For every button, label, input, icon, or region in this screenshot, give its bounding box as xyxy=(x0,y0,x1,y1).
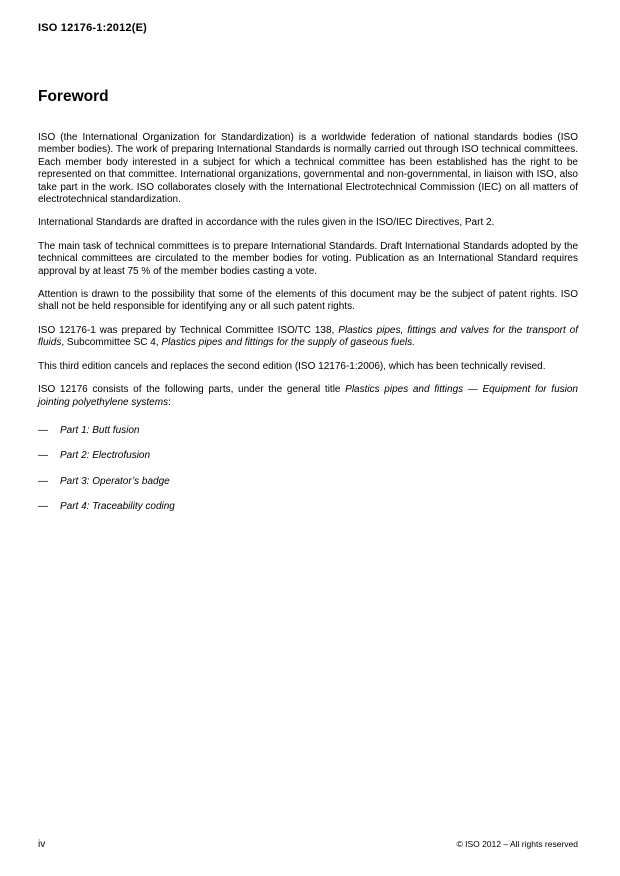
paragraph: This third edition cancels and replaces the second edition (ISO 12176-1:2006), which has been technically revised. xyxy=(38,360,546,372)
list-item-text: Part 4: Traceability coding xyxy=(60,501,175,513)
page-number: iv xyxy=(38,839,46,850)
list-item xyxy=(38,450,578,462)
paragraph: International Standards are drafted in accordance with the rules given in the ISO/IEC Directives, Part 2. xyxy=(38,217,495,229)
list-item xyxy=(38,476,578,488)
copyright-notice: © ISO 2012 – All rights reserved xyxy=(456,839,578,849)
document-reference: ISO 12176-1:2012(E) xyxy=(38,22,147,34)
parts-list xyxy=(38,425,578,514)
body-text xyxy=(38,132,578,514)
page-footer xyxy=(38,839,578,850)
list-item xyxy=(38,425,578,437)
paragraph: ISO 12176 consists of the following parts, under the general title Plastics pipes and fittings — Equipment for fusion jointing polyethylene systems: xyxy=(38,384,578,408)
list-dash: — xyxy=(38,450,48,462)
list-dash: — xyxy=(38,475,48,487)
paragraph: The main task of technical committees is to prepare International Standards. Draft International Standards adopted by the technical committees are circulated to the member bodies for voting. Publication as an International Standard requires approval by at least 75 % of the member bodies casting a vote. xyxy=(38,240,578,277)
page-title: Foreword xyxy=(38,88,109,105)
paragraph: Attention is drawn to the possibility that some of the elements of this document may be the subject of patent rights. ISO shall not be held responsible for identifying any or all such patent rights. xyxy=(38,289,578,313)
paragraph: ISO 12176-1 was prepared by Technical Committee ISO/TC 138, Plastics pipes, fittings and valves for the transport of fluids, Subcommittee SC 4, Plastics pipes and fittings for the supply of gaseous fuels. xyxy=(38,324,578,349)
paragraph: ISO (the International Organization for Standardization) is a worldwide federation of national standards bodies (ISO member bodies). The work of preparing International Standards is normally carried out through ISO technical committees. Each member body interested in a subject for which a technical committee has been established has the right to be represented on that committee. International organizations, governmental and non-governmental, in liaison with ISO, also take part in the work. ISO collaborates closely with the International Electrotechnical Commission (IEC) on all matters of electrotechnical standardization. xyxy=(38,132,578,206)
list-dash: — xyxy=(38,424,48,436)
list-item-text: Part 1: Butt fusion xyxy=(60,424,140,436)
list-item-text: Part 3: Operator’s badge xyxy=(60,475,170,487)
list-dash: — xyxy=(38,501,48,513)
list-item-text: Part 2: Electrofusion xyxy=(60,450,151,462)
list-item xyxy=(38,501,578,513)
